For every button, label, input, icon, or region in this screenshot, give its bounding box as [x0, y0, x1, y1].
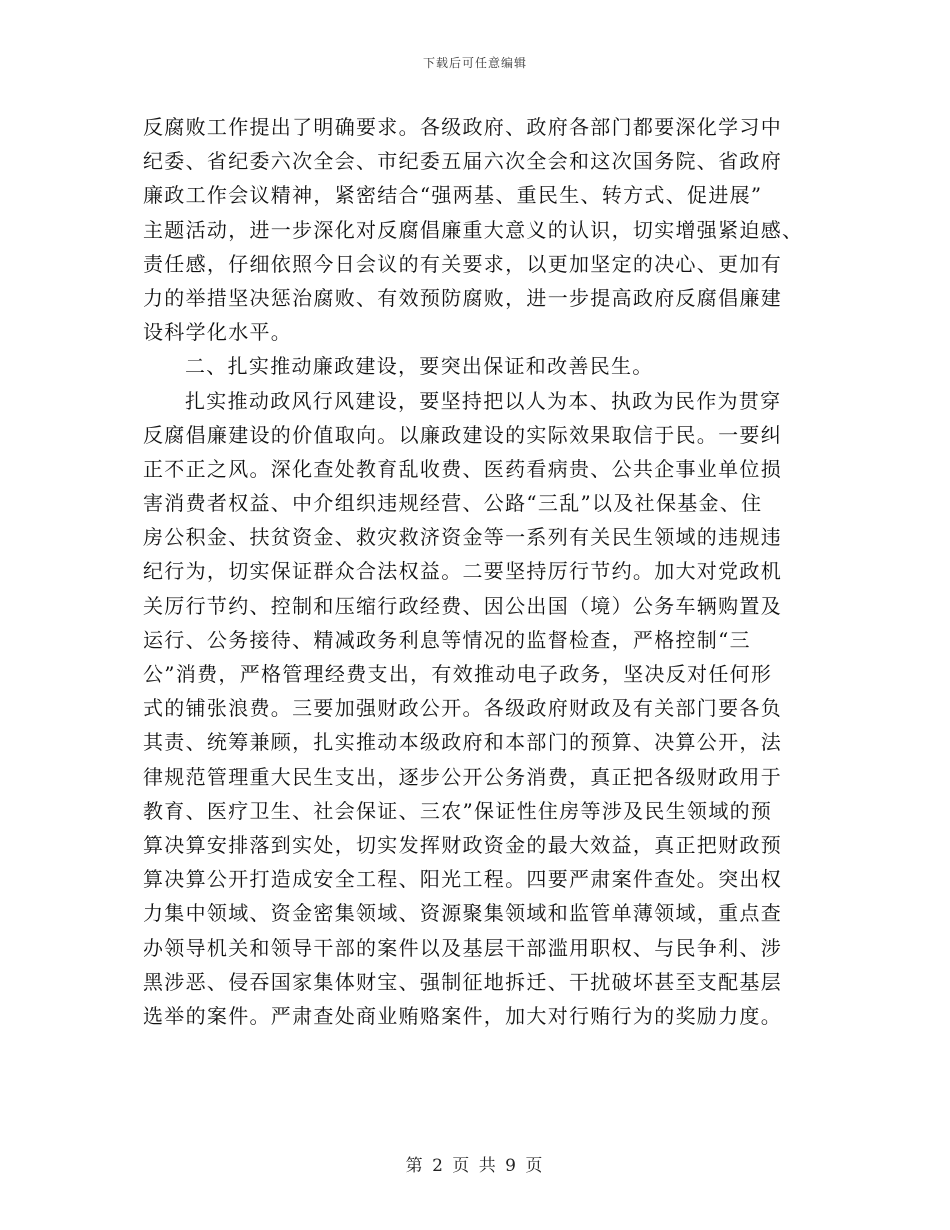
text-line: 公”消费，严格管理经费支出，有效推动电子政务，坚决反对任何形: [143, 662, 773, 686]
text-line: 关厉行节约、控制和压缩行政经费、因公出国（境）公务车辆购置及: [143, 593, 782, 618]
text-line: 其责、统筹兼顾，扎实推动本级政府和本部门的预算、决算公开，法: [143, 730, 782, 755]
text-line: 算决算安排落到实处，切实发挥财政资金的最大效益，真正把财政预: [143, 832, 782, 857]
text-line: 害消费者权益、中介组织违规经营、公路“三乱”以及社保基金、住: [143, 491, 763, 516]
page-number-footer: 第 2 页 共 9 页: [405, 1156, 545, 1176]
text-line: 教育、医疗卫生、社会保证、三农”保证性住房等涉及民生领域的预: [143, 798, 773, 823]
text-line: 廉政工作会议精神，紧密结合“强两基、重民生、转方式、促进展”: [143, 183, 763, 208]
text-line: 纪行为，切实保证群众合法权益。二要坚持厉行节约。加大对党政机: [143, 559, 782, 584]
text-line: 反腐败工作提出了明确要求。各级政府、政府各部门都要深化学习中: [143, 115, 782, 139]
text-line: 力集中领域、资金密集领域、资源聚集领域和监管单薄领域，重点查: [143, 901, 782, 926]
document-body: [143, 110, 811, 1033]
text-line: 运行、公务接待、精减政务利息等情况的监督检查，严格控制“三: [143, 627, 751, 652]
text-line: 黑涉恶、侵吞国家集体财宝、强制征地拆迁、干扰破坏甚至支配基层: [143, 969, 782, 994]
text-line: 扎实推动政风行风建设，要坚持把以人为本、执政为民作为贯穿: [185, 388, 782, 413]
text-line: 反腐倡廉建设的价值取向。以廉政建设的实际效果取信于民。一要纠: [143, 422, 782, 447]
text-line: 选举的案件。严肃查处商业贿赂案件，加大对行贿行为的奖励力度。: [143, 1003, 782, 1028]
text-line: 责任感，仔细依照今日会议的有关要求，以更加坚定的决心、更加有: [143, 251, 782, 276]
text-line: 正不正之风。深化查处教育乱收费、医药看病贵、公共企事业单位损: [143, 456, 782, 481]
text-line: 二、扎实推动廉政建设，要突出保证和改善民生。: [185, 354, 654, 379]
header-note: 下载后可任意编辑: [422, 56, 527, 70]
text-line: 设科学化水平。: [143, 320, 293, 345]
text-line: 律规范管理重大民生支出，逐步公开公务消费，真正把各级财政用于: [143, 764, 782, 789]
text-line: 式的铺张浪费。三要加强财政公开。各级政府财政及有关部门要各负: [143, 696, 782, 721]
text-line: 办领导机关和领导干部的案件以及基层干部滥用职权、与民争利、涉: [143, 935, 782, 960]
text-line: 力的举措坚决惩治腐败、有效预防腐败，进一步提高政府反腐倡廉建: [143, 285, 782, 310]
text-line: 主题活动，进一步深化对反腐倡廉重大意义的认识，切实增强紧迫感、: [143, 217, 804, 242]
text-line: 纪委、省纪委六次全会、市纪委五届六次全会和这次国务院、省政府: [143, 149, 782, 174]
text-line: 算决算公开打造成安全工程、阳光工程。四要严肃案件查处。突出权: [143, 867, 782, 892]
text-line: 房公积金、扶贫资金、救灾救济资金等一系列有关民生领域的违规违: [143, 525, 782, 550]
